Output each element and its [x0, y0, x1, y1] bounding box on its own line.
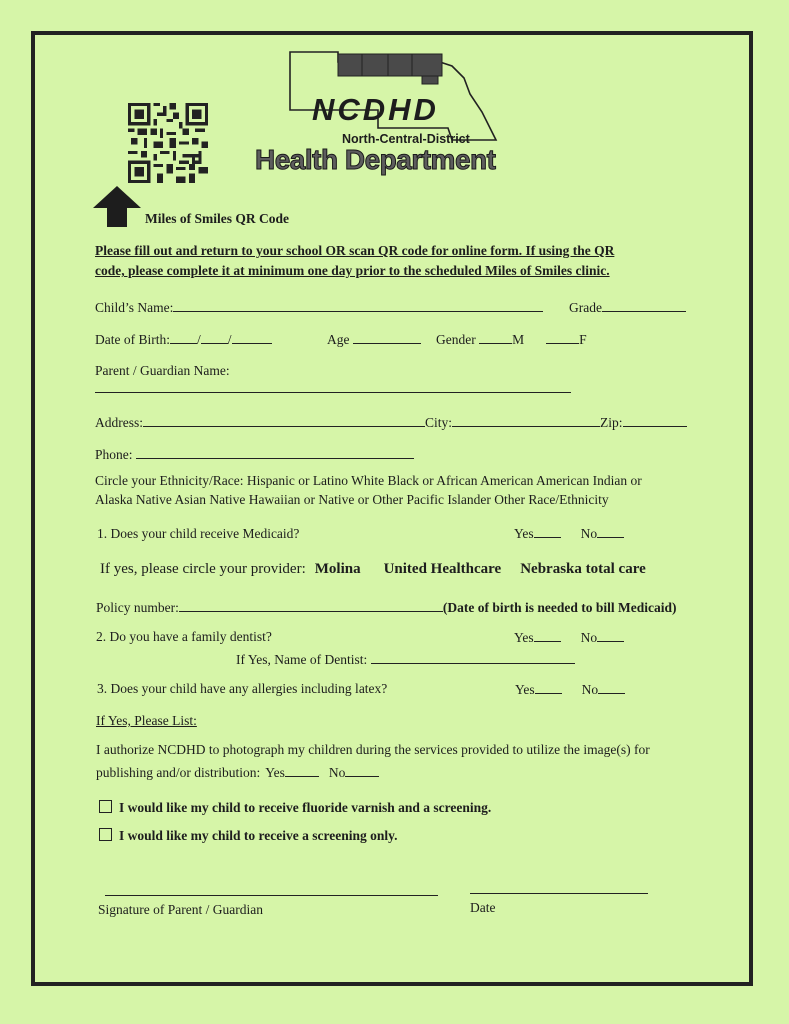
logo-title: Health Department [255, 144, 496, 175]
dentist-name-field[interactable] [371, 650, 575, 664]
address-row [95, 413, 687, 431]
dob-day-field[interactable] [201, 330, 228, 344]
ethnicity-line-1[interactable]: Circle your Ethnicity/Race: Hispanic or Latino White Black or African American American Indian or [95, 473, 642, 488]
no-label: No [580, 526, 598, 541]
phone-field[interactable] [136, 445, 414, 459]
dob-slash: / [227, 332, 232, 347]
policy-row [96, 598, 676, 616]
child-name-row [95, 298, 543, 316]
medicaid-no-field[interactable] [597, 524, 624, 538]
allergies-list-label: If Yes, Please List: [96, 713, 197, 728]
date-field[interactable] [470, 893, 648, 894]
ncdhd-logo [252, 48, 532, 183]
qr-code-icon[interactable] [128, 103, 208, 183]
yes-label: Yes [514, 630, 534, 645]
gender-female-field[interactable] [546, 330, 579, 344]
dob-row [95, 330, 272, 348]
grade-label: Grade [569, 300, 602, 315]
phone-label: Phone: [95, 447, 133, 462]
no-label: No [580, 630, 598, 645]
grade-field[interactable] [602, 298, 686, 312]
age-label: Age [327, 332, 350, 347]
address-label: Address: [95, 415, 143, 430]
guardian-signature-field[interactable] [105, 895, 438, 896]
allergies-no-field[interactable] [598, 680, 625, 694]
no-label: No [581, 682, 599, 697]
yes-label: Yes [514, 526, 534, 541]
dob-label: Date of Birth: [95, 332, 170, 347]
allergies-yes-field[interactable] [535, 680, 562, 694]
phone-row [95, 445, 414, 463]
yes-label: Yes [265, 765, 285, 780]
yes-label: Yes [515, 682, 535, 697]
guardian-signature-label: Signature of Parent / Guardian [98, 902, 263, 917]
age-field[interactable] [353, 330, 421, 344]
screening-only-option-label: I would like my child to receive a screening only. [119, 828, 398, 843]
dentist-name-label: If Yes, Name of Dentist: [236, 652, 368, 667]
grade-row [569, 298, 686, 316]
zip-label: Zip: [600, 415, 623, 430]
policy-note: (Date of birth is needed to bill Medicaid) [442, 600, 677, 615]
child-name-field[interactable] [173, 298, 543, 312]
instructions-line-1: Please fill out and return to your school OR scan QR code for online form. If using the QR [95, 243, 615, 258]
fluoride-checkbox[interactable] [99, 800, 112, 813]
gender-male-label: M [512, 332, 525, 347]
provider-nebraska-total-care[interactable]: Nebraska total care [520, 561, 646, 577]
medicaid-question: 1. Does your child receive Medicaid? [97, 526, 300, 541]
dob-slash: / [196, 332, 201, 347]
dentist-question: 2. Do you have a family dentist? [96, 629, 272, 644]
fluoride-option-label: I would like my child to receive fluoride varnish and a screening. [119, 800, 492, 815]
guardian-name-label: Parent / Guardian Name: [95, 363, 230, 378]
fluoride-option[interactable] [99, 800, 491, 816]
gender-female-label: F [579, 332, 587, 347]
city-field[interactable] [452, 413, 600, 427]
qr-code-label: Miles of Smiles QR Code [145, 211, 289, 226]
authorization-line-2: publishing and/or distribution: [96, 765, 261, 780]
guardian-name-field[interactable] [95, 380, 571, 393]
logo-abbreviation: NCDHD [312, 92, 439, 127]
provider-united-healthcare[interactable]: United Healthcare [383, 561, 502, 577]
provider-row [100, 561, 646, 578]
gender-male-field[interactable] [479, 330, 512, 344]
city-label: City: [425, 415, 453, 430]
provider-molina[interactable]: Molina [314, 561, 361, 577]
logo-subtitle: North-Central-District [342, 132, 470, 146]
no-label: No [328, 765, 346, 780]
arrow-up-icon [93, 186, 141, 227]
authorization-yes-field[interactable] [285, 763, 319, 777]
address-field[interactable] [143, 413, 425, 427]
allergies-answer-row [515, 680, 625, 698]
instructions-line-2: code, please complete it at minimum one day prior to the scheduled Miles of Smiles clinic. [95, 263, 610, 278]
authorization-row [96, 763, 379, 781]
child-name-label: Child’s Name: [95, 300, 174, 315]
screening-only-option[interactable] [99, 828, 398, 844]
dentist-no-field[interactable] [597, 628, 624, 642]
provider-prompt: If yes, please circle your provider: [100, 561, 306, 577]
gender-row [436, 330, 587, 348]
dob-year-field[interactable] [232, 330, 272, 344]
age-row [327, 330, 421, 348]
dentist-name-row [236, 650, 575, 668]
medicaid-answer-row [514, 524, 624, 542]
authorization-no-field[interactable] [345, 763, 379, 777]
zip-field[interactable] [623, 413, 687, 427]
dentist-yes-field[interactable] [534, 628, 561, 642]
policy-number-label: Policy number: [96, 600, 179, 615]
allergies-question: 3. Does your child have any allergies including latex? [97, 681, 388, 696]
authorization-line-1: I authorize NCDHD to photograph my children during the services provided to utilize the image(s) for [96, 742, 650, 757]
gender-label: Gender [436, 332, 476, 347]
ethnicity-line-2[interactable]: Alaska Native Asian Native Hawaiian or Native or Other Pacific Islander Other Race/Ethnicity [95, 492, 609, 507]
date-label: Date [470, 900, 496, 915]
dentist-answer-row [514, 628, 624, 646]
medicaid-yes-field[interactable] [534, 524, 561, 538]
dob-month-field[interactable] [170, 330, 197, 344]
policy-number-field[interactable] [179, 598, 443, 612]
screening-only-checkbox[interactable] [99, 828, 112, 841]
